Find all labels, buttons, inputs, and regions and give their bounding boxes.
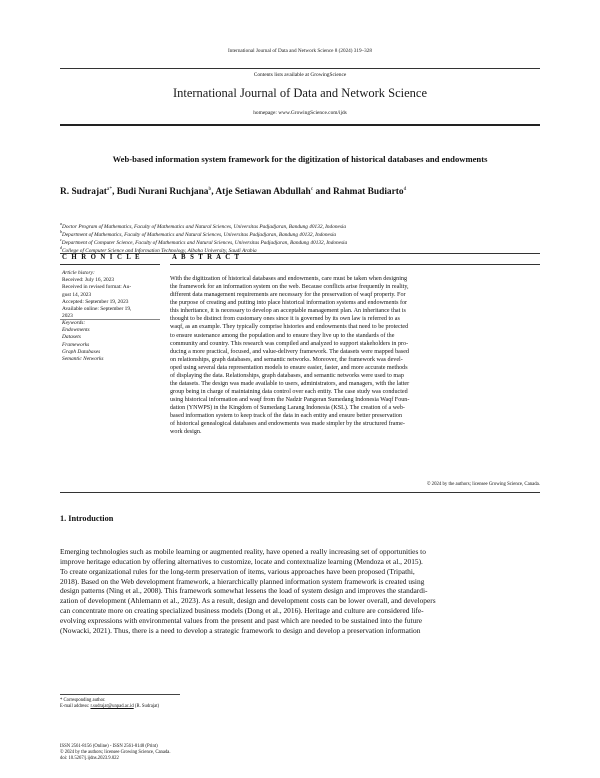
keyword: Frameworks [62,341,90,348]
intro-line: design patterns (Ning et al., 2008). This framework somewhat lessens the load of system design and improves the standardi- [60,586,428,596]
intro-line: can concentrate more on creating specialized business models (Dong et al., 2016). Heritage and culture are considered life- [60,606,424,616]
license: © 2024 by the authors; licensee Growing Science, Canada. [60,750,171,755]
masthead-bottom-rule [60,124,540,126]
author-sup: b [208,186,212,192]
author-sup: a* [106,186,113,192]
history-line: 2023 [62,313,73,320]
author-name: Atje Setiawan Abdullah [215,187,311,198]
author-sup: d [403,186,407,192]
history-line: Available online: September 19, [62,306,132,313]
masthead [60,72,540,124]
issn: ISSN 2561-8156 (Online) - ISSN 2561-8148 (Print) [60,744,158,749]
keyword: Endowments [62,327,90,334]
abstract-line: ducing a more practical, focused, and value-delivery framework. The datasets were mapped based [170,348,409,355]
author-sup: c [310,186,314,192]
keywords-label: Keywords: [62,320,86,326]
abstract-line: oped using several data representation models to ensure easier, faster, and more accurate methods [170,364,408,371]
intro-line: zation of development (Ahlemann et al., 2023). As a result, design and development costs can be lower overall, and developers [60,596,436,606]
abstract-rule [170,264,540,265]
abstract-copyright: © 2024 by the authors; licensee Growing Science, Canada. [426,482,540,487]
email-line: E-mail address: r.sudrajat@unpad.ac.id (R. Sudrajat) [60,704,160,709]
masthead-top-rule [60,68,540,69]
keywords [62,320,162,363]
affiliation-c: $^c$Department of Computer Science, Faculty of Mathematics and Natural Sciences, Universitas Padjadjaran, Bandung 40132, Indonesia [60,237,348,246]
journal-homepage[interactable]: homepage: www.GrowingScience.com/ijds [253,110,347,116]
section-bottom-rule [60,492,540,493]
intro-line: Emerging technologies such as mobile learning or augmented reality, have opened a really increasing set of opportunities to [60,547,426,556]
abstract-line: the framework for an information system on the web. Because conflicts arise frequently in reality, [170,284,409,291]
corresponding-author: * Corresponding author. [60,698,106,703]
doi[interactable]: doi: 10.5267/j.ijdns.2023.9.022 [60,756,119,761]
chronicle-heading: C H R O N I C L E [62,254,141,261]
keyword: Graph Databases [62,348,101,355]
keyword: Datasets [62,334,81,341]
article-title: Web-based information system framework for the digitization of historical databases and endowments [112,154,488,164]
abstract-line: work design. [170,429,202,436]
abstract-line: to ensure sustenance among the population and to ensure they live up to the standards of the [170,332,395,339]
keyword: Semantic Networks [62,356,104,363]
introduction-heading: 1. Introduction [60,514,114,523]
intro-line: improve heritage education by offering alternatives to customize, locate and contextualize learning (Mendoza et al., 2015). [60,556,423,566]
history-line: gust 14, 2023 [62,291,92,298]
history-label: Article history: [62,270,95,276]
abstract-line: based information system to keep track of the data in each entity and ensure better preservation [170,413,402,420]
abstract-line: of historical genealogical databases and endowments was made simpler by the structured frame- [170,421,405,428]
author-list: R. Sudrajat$^{a*}$, Budi Nurani Ruchjana$^b$, Atje Setiawan Abdullah$^c$ and Rahmat Budiarto$^d$ [60,186,407,198]
abstract-line: the purpose of creating and putting into place historical information systems and endowments for [170,300,408,307]
intro-line: evolving expressions with environmental values from the present and past which are needed to be sustained into the future [60,615,423,625]
intro-line: 2018). Based on the Web development framework, a hierarchically planned information system framework is created using [60,576,425,586]
abstract-line: community and country. This research was compiled and analyzed to support stakeholders in pro- [170,340,409,347]
author-name: R. Sudrajat [60,187,107,198]
author-name: Rahmat Budiarto [333,187,404,198]
abstract-line: With the digitization of historical databases and endowments, care must be taken when designing [170,276,408,282]
abstract-heading: A B S T R A C T [172,254,241,261]
affiliation-a: $^a$Doctor Program of Mathematics, Faculty of Mathematics and Natural Sciences, Universitas Padjadjaran, Bandung 40132, Indonesia [60,221,347,230]
affiliation-d: $^d$College of Computer Science and Information Technology, Albaha University, Saudi Arabia [60,245,257,254]
history-line: Accepted: September 19, 2023 [62,298,129,305]
footnote-rule [60,694,180,695]
running-head: International Journal of Data and Network Science 8 (2024) 319–328 [228,48,372,54]
abstract-line: waqf, as an example. They typically comprise histories and endowments that need to be protected [170,324,409,331]
contents-line: Contents lists available at GrowingScience [253,72,347,78]
abstract-line: dation (YNWPS) in the Kingdom of Sumedang Larang Indonesia (KSL). The creation of a web- [170,405,405,412]
abstract-line: on relationships, graph databases, and semantic networks. Moreover, the framework was devel- [170,356,403,363]
journal-name: International Journal of Data and Network Science [172,86,428,100]
abstract-line: using historical information and waqf from the Nadzir Pangeran Sumedang Indonesia Waqf Foun- [170,397,410,404]
abstract-line: group being in charge of maintaining data control over each entity. The case study was conducted [170,389,408,396]
introduction-body [60,547,540,636]
publication-info [60,744,360,762]
affiliation-b: $^b$Department of Mathematics, Faculty of Mathematics and Natural Sciences, Universitas Padjadjaran, Bandung 40132, Indonesia [60,229,337,238]
abstract-line: the datasets. The design was made available to users, administrators, and managers, with the latter [170,381,410,388]
abstract-line: of displaying the data. Relationships, graph databases, and semantic networks were used to map [170,372,404,379]
history-line: Received: July 16, 2023 [62,277,115,284]
chronicle-rule [60,264,160,265]
abstract-line: different data management requirements are necessary for the preservation of waqf property. For [170,292,406,299]
footnote [60,698,360,710]
author-name: Budi Nurani Ruchjana [116,187,209,198]
email-link[interactable]: r.sudrajat@unpad.ac.id [90,704,134,709]
abstract-body [170,275,540,437]
article-history [62,270,162,320]
abstract-line: thought to be distinct from customary ones since it is governed by its own law is referred to as [170,316,400,323]
intro-line: To create organizational rules for the long-term preservation of items, various approaches have been proposed (Tripathi, [60,566,415,576]
intro-line: (Nowacki, 2021). Thus, there is a need to develop a strategic framework to design and develop a preservation information [60,625,421,635]
abstract-line: this inheritance, it is necessary to develop an acceptable management plan. An inheritance that is [170,308,406,315]
history-line: Received in revised format: Au- [62,284,132,291]
